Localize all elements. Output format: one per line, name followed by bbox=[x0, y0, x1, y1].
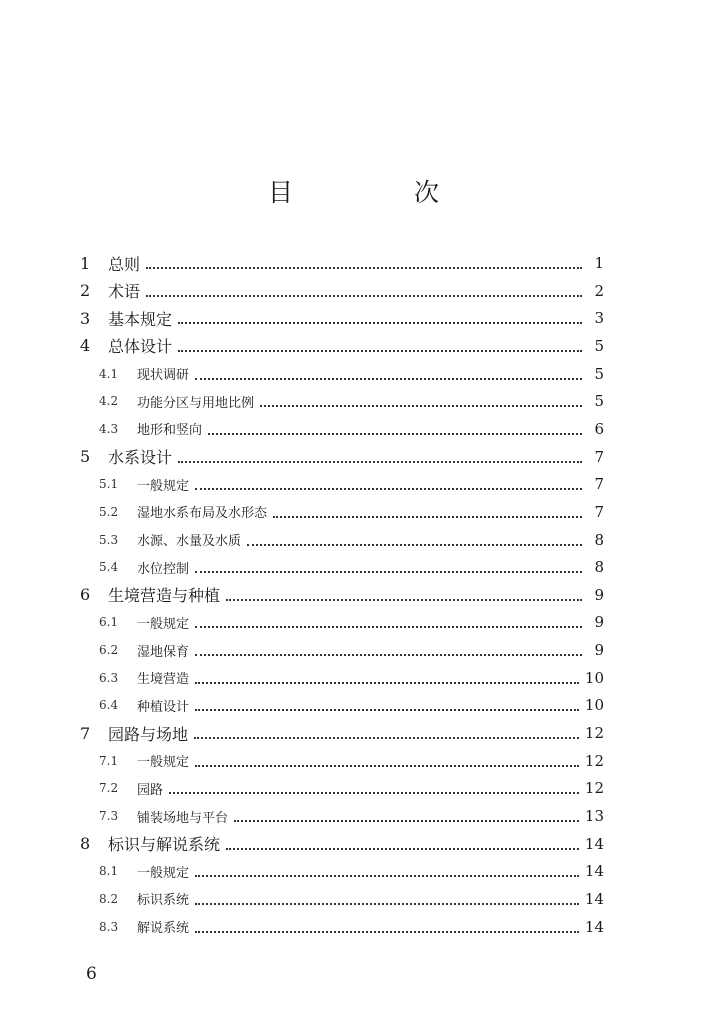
toc-section-entry[interactable] bbox=[99, 529, 604, 551]
toc-entry-page: 14 bbox=[584, 834, 604, 853]
toc-entry-title: 解说系统 bbox=[137, 921, 190, 937]
toc-entry-page: 14 bbox=[584, 889, 604, 908]
toc-dot-leader bbox=[195, 486, 582, 490]
toc-dot-leader bbox=[208, 431, 582, 435]
toc-dot-leader bbox=[247, 542, 582, 546]
toc-entry-number: 5.2 bbox=[99, 504, 119, 519]
toc-entry-number: 6.3 bbox=[99, 670, 119, 685]
toc-dot-leader bbox=[146, 265, 582, 269]
toc-dot-leader bbox=[169, 790, 579, 794]
toc-dot-leader bbox=[234, 818, 579, 822]
toc-chapter-entry[interactable] bbox=[80, 307, 604, 329]
toc-entry-title: 一般规定 bbox=[137, 755, 190, 771]
toc-entry-title: 一般规定 bbox=[137, 616, 190, 632]
toc-section-entry[interactable] bbox=[99, 473, 604, 495]
toc-dot-leader bbox=[178, 320, 582, 324]
toc-entry-number: 4.1 bbox=[99, 366, 119, 381]
toc-chapter-entry[interactable] bbox=[80, 335, 604, 357]
toc-section-entry[interactable] bbox=[99, 805, 604, 827]
toc-entry-number: 8.2 bbox=[99, 891, 119, 906]
toc-entry-page: 8 bbox=[594, 558, 604, 577]
toc-dot-leader bbox=[178, 348, 582, 352]
toc-entry-number: 4.3 bbox=[99, 421, 119, 436]
toc-entry-number: 6.1 bbox=[99, 615, 119, 630]
toc-entry-number: 4.2 bbox=[99, 394, 119, 409]
toc-entry-number: 7 bbox=[80, 723, 91, 743]
toc-entry-page: 13 bbox=[584, 807, 604, 825]
toc-dot-leader bbox=[195, 569, 582, 573]
toc-dot-leader bbox=[273, 514, 582, 518]
toc-entry-page: 10 bbox=[584, 668, 604, 687]
toc-dot-leader bbox=[195, 652, 582, 656]
toc-entry-page: 12 bbox=[584, 751, 604, 770]
toc-section-entry[interactable] bbox=[99, 694, 604, 716]
toc-section-entry[interactable] bbox=[99, 777, 604, 799]
toc-entry-title: 生境营造 bbox=[137, 672, 190, 688]
toc-entry-title: 水系设计 bbox=[108, 448, 173, 468]
toc-section-entry[interactable] bbox=[99, 390, 604, 412]
toc-entry-title: 标识与解说系统 bbox=[108, 835, 221, 855]
toc-entry-title: 一般规定 bbox=[137, 478, 190, 494]
toc-entry-page: 7 bbox=[594, 502, 604, 521]
toc-entry-title: 标识系统 bbox=[137, 893, 190, 909]
toc-entry-title: 基本规定 bbox=[108, 309, 173, 329]
toc-section-entry[interactable] bbox=[99, 916, 604, 938]
toc-dot-leader bbox=[195, 901, 579, 905]
toc-dot-leader bbox=[226, 597, 582, 601]
toc-entry-number: 3 bbox=[80, 308, 91, 328]
toc-entry-page: 14 bbox=[584, 862, 604, 881]
toc-entry-number: 5.4 bbox=[99, 560, 119, 575]
toc-entry-page: 12 bbox=[584, 779, 604, 798]
toc-entry-title: 园路 bbox=[137, 782, 164, 798]
toc-entry-title: 湿地保育 bbox=[137, 644, 190, 660]
toc-chapter-entry[interactable] bbox=[80, 280, 604, 302]
toc-entry-title: 总则 bbox=[108, 254, 141, 274]
toc-chapter-entry[interactable] bbox=[80, 722, 604, 744]
toc-dot-leader bbox=[226, 846, 579, 850]
toc-entry-number: 6.4 bbox=[99, 698, 119, 713]
toc-entry-number: 7.3 bbox=[99, 809, 119, 823]
toc-entry-page: 5 bbox=[594, 364, 604, 383]
toc-section-entry[interactable] bbox=[99, 750, 604, 772]
toc-entry-number: 8.1 bbox=[99, 864, 119, 879]
toc-entry-page: 7 bbox=[594, 447, 604, 466]
toc-dot-leader bbox=[195, 624, 582, 628]
toc-entry-title: 铺装场地与平台 bbox=[137, 810, 229, 826]
toc-entry-title: 湿地水系布局及水形态 bbox=[137, 506, 268, 522]
toc-chapter-entry[interactable] bbox=[80, 584, 604, 606]
toc-section-entry[interactable] bbox=[99, 888, 604, 910]
toc-entry-number: 2 bbox=[80, 281, 91, 301]
toc-entry-title: 生境营造与种植 bbox=[108, 586, 221, 606]
toc-entry-page: 14 bbox=[584, 917, 604, 936]
toc-dot-leader bbox=[195, 873, 579, 877]
toc-section-entry[interactable] bbox=[99, 556, 604, 578]
toc-entry-number: 6 bbox=[80, 585, 91, 605]
toc-chapter-entry[interactable] bbox=[80, 252, 604, 274]
toc-entry-page: 12 bbox=[584, 724, 604, 743]
toc-chapter-entry[interactable] bbox=[80, 833, 604, 855]
toc-entry-page: 9 bbox=[594, 641, 604, 660]
toc-chapter-entry[interactable] bbox=[80, 446, 604, 468]
toc-dot-leader bbox=[260, 403, 582, 407]
toc-entry-number: 4 bbox=[80, 336, 91, 356]
toc-entry-page: 10 bbox=[584, 696, 604, 715]
toc-entry-number: 7.1 bbox=[99, 753, 119, 768]
toc-dot-leader bbox=[146, 293, 582, 297]
toc-entry-number: 5.3 bbox=[99, 532, 119, 547]
toc-entry-number: 5.1 bbox=[99, 477, 119, 492]
toc-entry-title: 术语 bbox=[108, 282, 141, 302]
toc-entry-page: 3 bbox=[594, 309, 604, 328]
toc-entry-number: 1 bbox=[80, 253, 91, 273]
toc-entry-number: 8 bbox=[80, 834, 91, 854]
toc-dot-leader bbox=[178, 459, 582, 463]
toc-dot-leader bbox=[194, 735, 579, 739]
toc-section-entry[interactable] bbox=[99, 363, 604, 385]
toc-entry-page: 8 bbox=[594, 530, 604, 549]
toc-dot-leader bbox=[195, 763, 579, 767]
toc-section-entry[interactable] bbox=[99, 611, 604, 633]
toc-entry-page: 7 bbox=[594, 475, 604, 494]
toc-entry-title: 功能分区与用地比例 bbox=[137, 395, 255, 411]
toc-entry-title: 种植设计 bbox=[137, 699, 190, 715]
toc-entry-page: 9 bbox=[594, 585, 604, 604]
toc-section-entry[interactable] bbox=[99, 501, 604, 523]
toc-entry-page: 5 bbox=[594, 392, 604, 411]
toc-section-entry[interactable] bbox=[99, 860, 604, 882]
footer-page-number: 6 bbox=[86, 964, 97, 984]
toc-entry-title: 园路与场地 bbox=[108, 724, 189, 744]
toc-entry-page: 1 bbox=[594, 254, 604, 272]
toc-section-entry[interactable] bbox=[99, 418, 604, 440]
toc-entry-page: 2 bbox=[594, 281, 604, 300]
toc-dot-leader bbox=[195, 680, 579, 684]
toc-entry-page: 9 bbox=[594, 613, 604, 632]
toc-entry-title: 地形和竖向 bbox=[137, 423, 203, 439]
toc-entry-page: 6 bbox=[594, 419, 604, 438]
toc-entry-page: 5 bbox=[594, 336, 604, 355]
toc-section-entry[interactable] bbox=[99, 639, 604, 661]
toc-entry-title: 一般规定 bbox=[137, 865, 190, 881]
toc-entry-number: 6.2 bbox=[99, 643, 119, 658]
toc-entry-number: 7.2 bbox=[99, 781, 119, 796]
toc-dot-leader bbox=[195, 376, 582, 380]
toc-entry-number: 8.3 bbox=[99, 919, 119, 934]
toc-section-entry[interactable] bbox=[99, 667, 604, 689]
toc-entry-title: 水源、水量及水质 bbox=[137, 534, 242, 549]
toc-dot-leader bbox=[195, 929, 579, 933]
toc-dot-leader bbox=[195, 707, 579, 711]
toc-entry-title: 现状调研 bbox=[137, 368, 190, 384]
toc-entry-title: 水位控制 bbox=[137, 561, 190, 577]
toc-entry-number: 5 bbox=[80, 447, 91, 467]
page-title: 目 次 bbox=[267, 178, 487, 207]
toc-entry-title: 总体设计 bbox=[108, 337, 173, 357]
